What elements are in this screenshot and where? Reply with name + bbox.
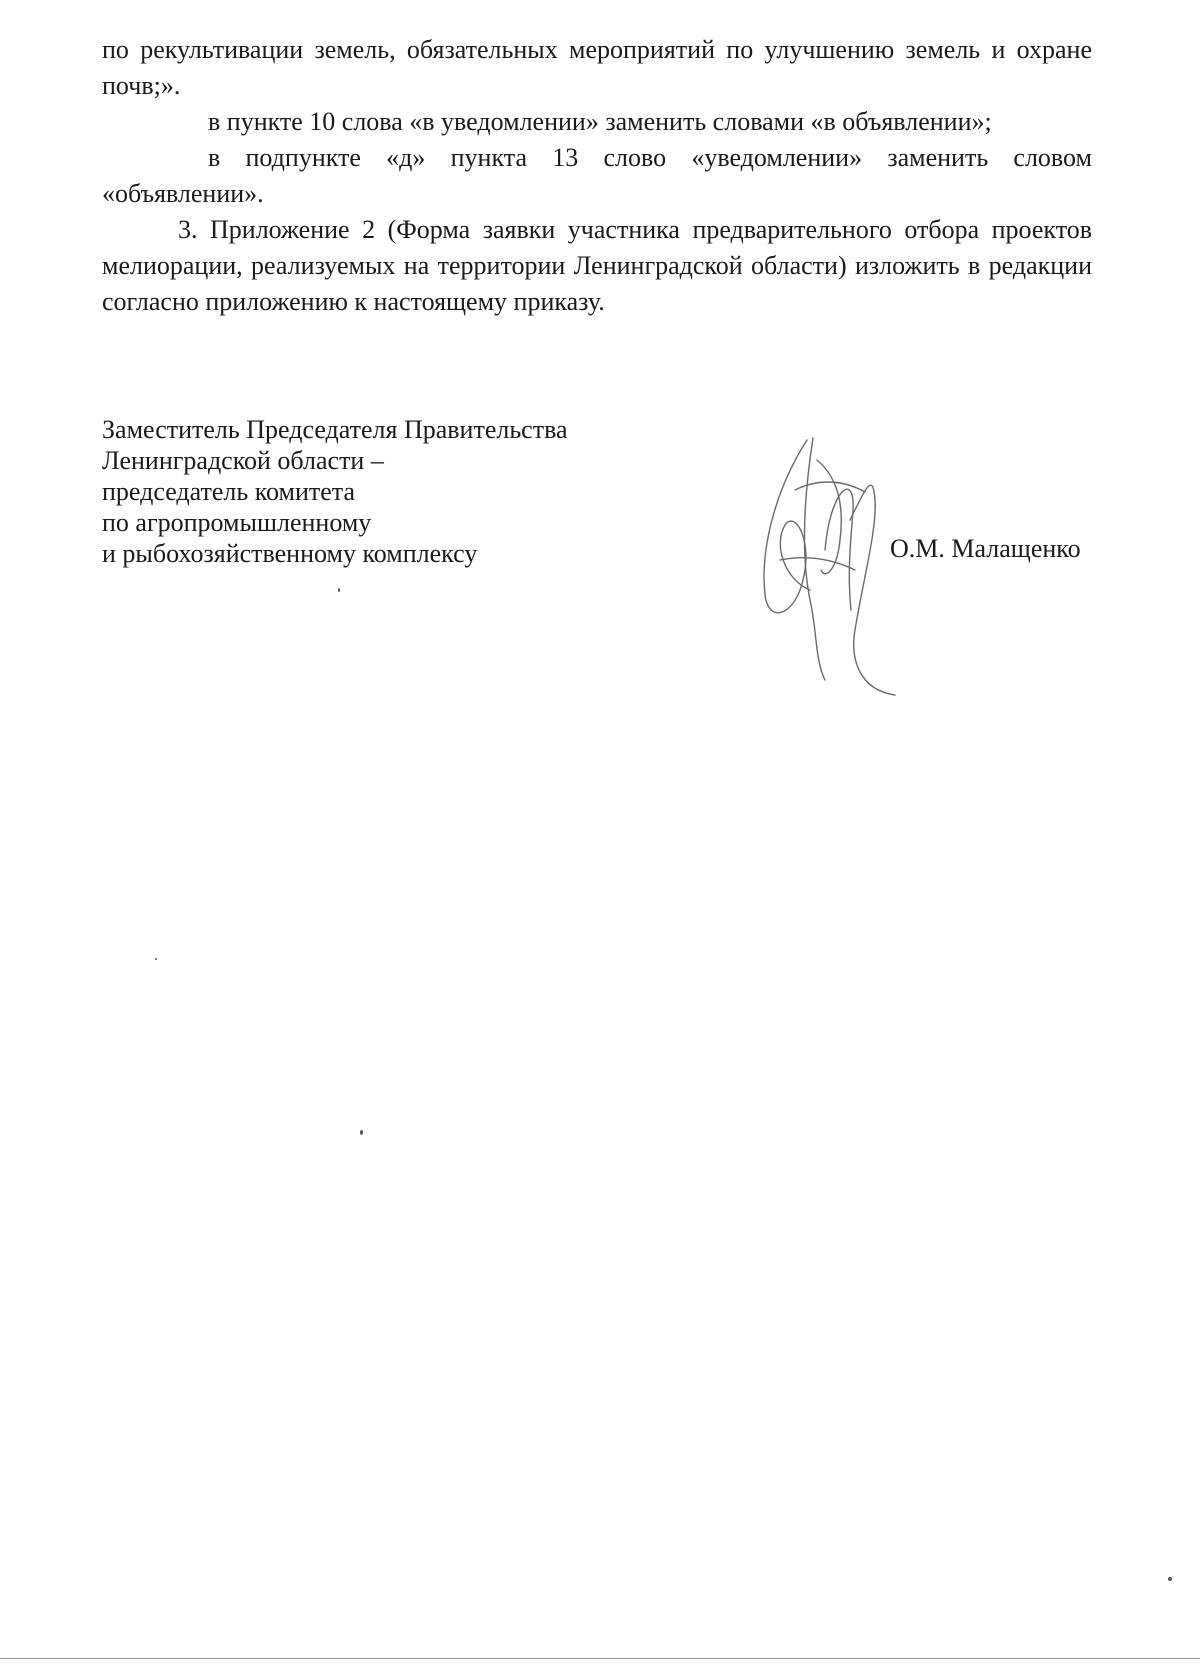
position-line: Заместитель Председателя Правительства <box>102 415 568 444</box>
position-line: по агропромышленному <box>102 508 372 537</box>
paragraph-continuation: по рекультивации земель, обязательных мероприятий по улучшению земель и охране почв;». <box>102 35 1092 100</box>
position-line: и рыбохозяйственному комплексу <box>102 539 478 568</box>
position-line: председатель комитета <box>102 477 356 506</box>
paragraph-item-10: в пункте 10 слова «в уведомлении» заменить словами «в объявлении»; <box>208 107 992 136</box>
paragraph-point-3: 3. Приложение 2 (Форма заявки участника предварительного отбора проектов мелиорации, реализуемых на территории Ленинградской области) изложить в редакции согласно приложению к настоящему приказу. <box>102 215 1092 316</box>
scan-speck <box>360 1130 363 1135</box>
scan-speck <box>1168 1577 1172 1581</box>
scan-speck <box>338 588 340 592</box>
page-edge <box>0 1658 1200 1659</box>
scan-speck <box>155 958 157 960</box>
document-body <box>102 32 1092 320</box>
handwritten-signature <box>755 430 905 705</box>
paragraph-item-13: в подпункте «д» пункта 13 слово «уведомлении» заменить словом «объявлении». <box>102 143 1092 208</box>
signatory-name: О.М. Малащенко <box>890 534 1081 563</box>
position-line: Ленинградской области – <box>102 446 384 475</box>
